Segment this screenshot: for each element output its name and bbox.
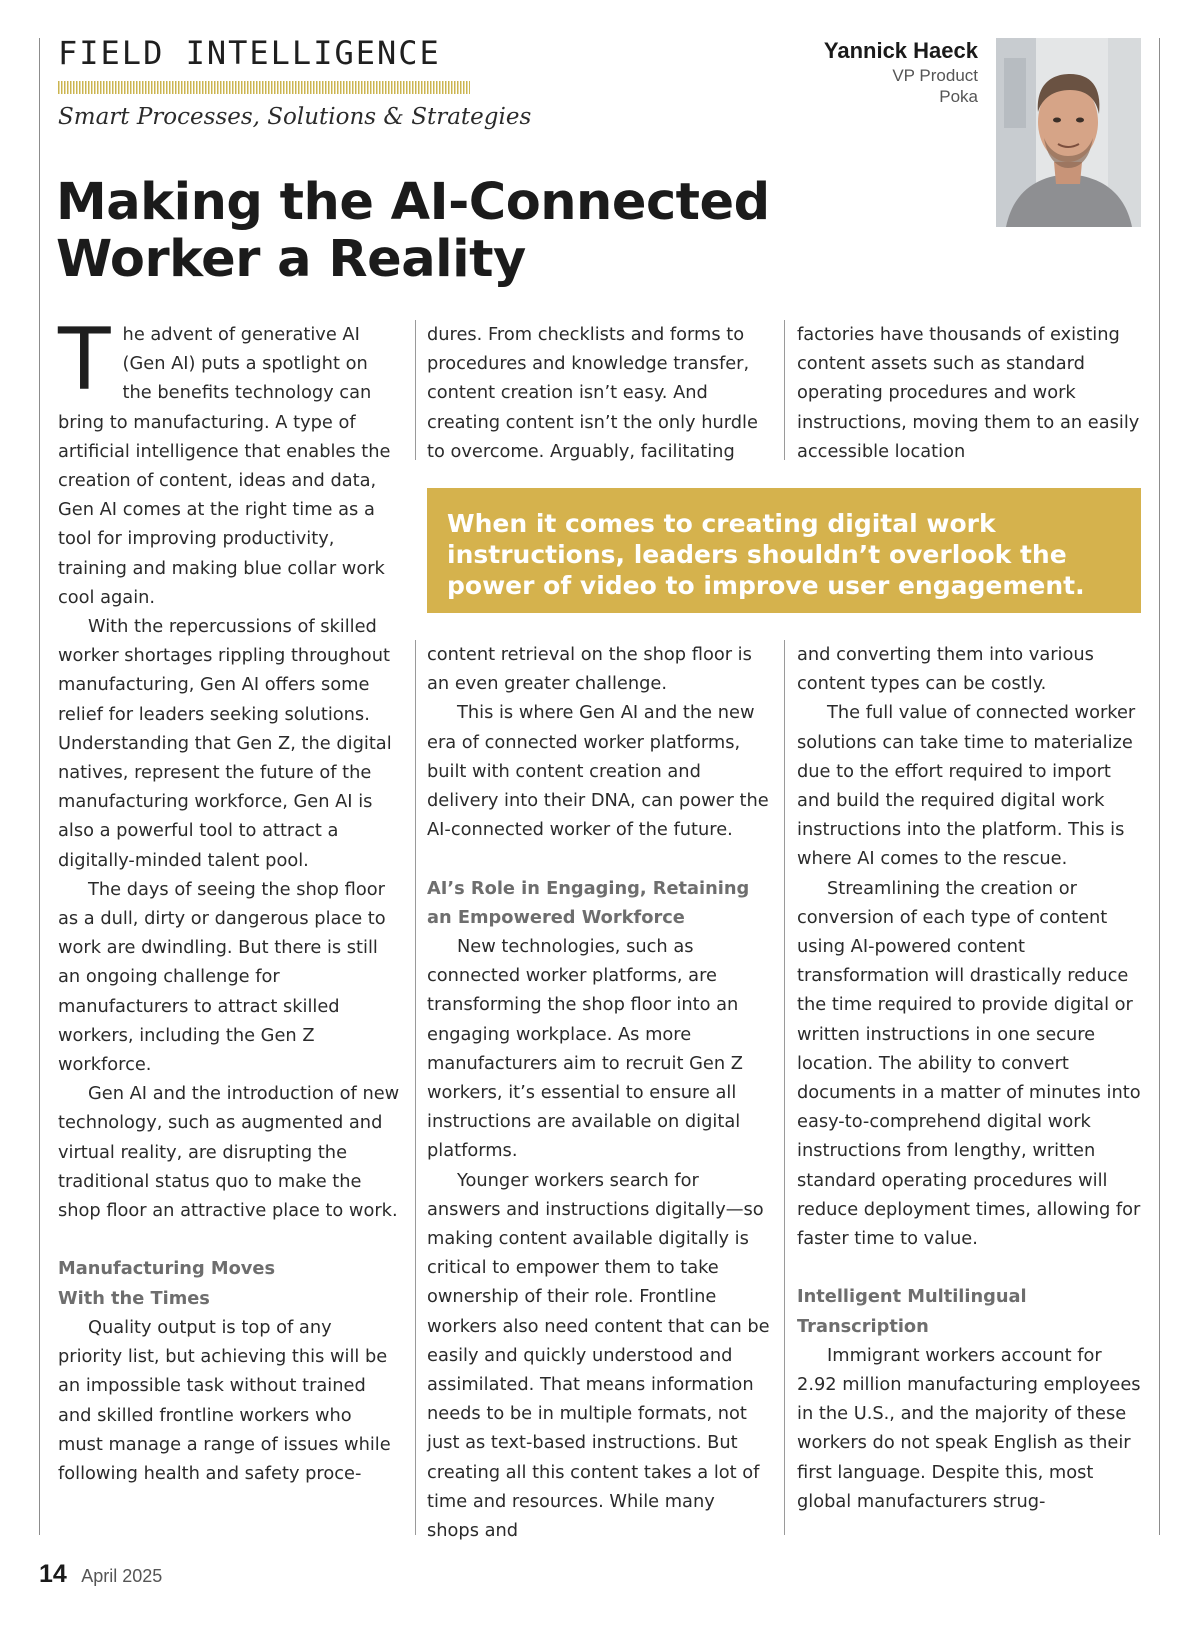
section-tagline: Smart Processes, Solutions & Strategies	[58, 104, 532, 130]
body-paragraph: Immigrant workers account for 2.92 million manufacturing employees in the U.S., and the majority of these workers do not speak English as their first language. Despite this, most global manufacturers strug-	[797, 1344, 1141, 1512]
body-paragraph: With the repercussions of skilled worker shortages rippling throughout manufacturing, Gen AI offers some relief for leaders seeking solutions. Understanding that Gen Z, the digital natives, represent the future of the manufacturing workforce, Gen AI is also a powerful tool to attract a digitally-minded talent pool.	[58, 616, 392, 871]
subheading-line: Manufacturing Moves	[58, 1258, 276, 1280]
pull-quote	[427, 488, 1141, 613]
page-number: 14	[39, 1560, 67, 1588]
paragraph-spacer	[58, 1225, 400, 1254]
column-divider-1-bottom	[415, 640, 416, 1535]
column-divider-2-top	[784, 320, 785, 460]
subheading-line: an Empowered Workforce	[427, 906, 685, 928]
author-company: Poka	[939, 87, 978, 106]
section-label: FIELD INTELLIGENCE	[58, 34, 441, 72]
article-column-1	[58, 310, 400, 1488]
subheading-manufacturing-moves	[58, 1254, 400, 1312]
body-paragraph: The days of seeing the shop floor as a dull, dirty or dangerous place to work are dwindling. But there is still an ongoing challenge for manufacturers to attract skilled workers, including the Gen Z workforce.	[58, 878, 386, 1076]
subheading-ai-role	[427, 874, 770, 932]
article-headline	[56, 174, 876, 288]
issue-date: April 2025	[81, 1566, 163, 1586]
article-column-3-bottom	[797, 640, 1141, 1516]
body-paragraph: Younger workers search for answers and instructions digitally—so making content available digitally is critical to empower them to take ownership of their role. Frontline workers also need content that can be easily and quickly understood and assimilated. That means information needs to be in multiple formats, not just as text-based instructions. But creating all this content takes a lot of time and resources. While many shops and	[427, 1169, 770, 1542]
author-name: Yannick Haeck	[823, 38, 978, 63]
body-paragraph: factories have thousands of existing content assets such as standard operating procedures and work instructions, moving them to an easily accessible location	[797, 324, 1140, 462]
paragraph-spacer	[427, 844, 770, 873]
body-paragraph: The full value of connected worker solutions can take time to materialize due to the effort required to import and build the required digital work instructions into the platform. This is where AI comes to the rescue.	[797, 702, 1136, 870]
intro-paragraph	[58, 310, 400, 612]
body-paragraph: Gen AI and the introduction of new technology, such as augmented and virtual reality, are disrupting the traditional status quo to make the shop floor an attractive place to work.	[58, 1083, 400, 1222]
article-column-3-top	[797, 320, 1141, 466]
page-border-right	[1159, 38, 1160, 1535]
intro-paragraph-text: he advent of generative AI (Gen AI) puts a spotlight on the benefits technology can bring to manufacturing. A type of artificial intelligence that enables the creation of content, ideas and data, Gen AI comes at the right time as a tool for improving productivity, training and making blue collar work cool again.	[58, 324, 391, 608]
drop-cap: T	[58, 310, 111, 410]
pull-quote-text: When it comes to creating digital work instructions, leaders shouldn’t overlook the power of video to improve user engagement.	[447, 509, 1085, 600]
subheading-multilingual	[797, 1282, 1141, 1340]
body-paragraph: New technologies, such as connected worker platforms, are transforming the shop floor into an engaging workplace. As more manufacturers aim to recruit Gen Z workers, it’s essential to ensure all instructions are available on digital platforms.	[427, 936, 743, 1162]
body-paragraph: Streamlining the creation or conversion of each type of content using AI-powered content transformation will drastically reduce the time required to provide digital or written instructions in one secure location. The ability to convert documents in a matter of minutes into easy-to-comprehend digital work instructions from lengthy, written standard operating procedures will reduce deployment times, allowing for faster time to value.	[797, 877, 1141, 1250]
body-paragraph: content retrieval on the shop floor is an even greater challenge.	[427, 644, 752, 695]
column-divider-2-bottom	[784, 640, 785, 1535]
page-border-left	[39, 38, 40, 1535]
subheading-line: AI’s Role in Engaging, Retaining	[427, 877, 750, 899]
body-paragraph: Quality output is top of any priority list, but achieving this will be an impossible task without trained and skilled frontline workers who must manage a range of issues while following health and safety proce-	[58, 1316, 391, 1484]
author-byline	[824, 37, 978, 107]
paragraph-spacer	[797, 1253, 1141, 1282]
article-column-2-top	[427, 320, 770, 466]
page-footer	[39, 1560, 162, 1589]
author-portrait-illustration	[996, 38, 1141, 227]
author-photo	[996, 38, 1141, 227]
subheading-line: Transcription	[797, 1315, 929, 1337]
body-paragraph: dures. From checklists and forms to procedures and knowledge transfer, content creation isn’t easy. And creating content isn’t the only hurdle to overcome. Arguably, facilitating	[427, 324, 758, 462]
body-paragraph: This is where Gen AI and the new era of connected worker platforms, built with content creation and delivery into their DNA, can power the AI-connected worker of the future.	[427, 702, 769, 841]
subheading-line: With the Times	[58, 1287, 210, 1309]
column-divider-1-top	[415, 320, 416, 460]
subheading-line: Intelligent Multilingual	[797, 1286, 1027, 1308]
article-column-2-bottom	[427, 640, 770, 1545]
headline-line-2: Worker a Reality	[56, 230, 526, 289]
author-role: VP Product	[892, 66, 978, 85]
body-paragraph: and converting them into various content types can be costly.	[797, 644, 1094, 695]
headline-line-1: Making the AI-Connected	[56, 173, 770, 232]
decorative-hatch-rule	[58, 81, 470, 94]
